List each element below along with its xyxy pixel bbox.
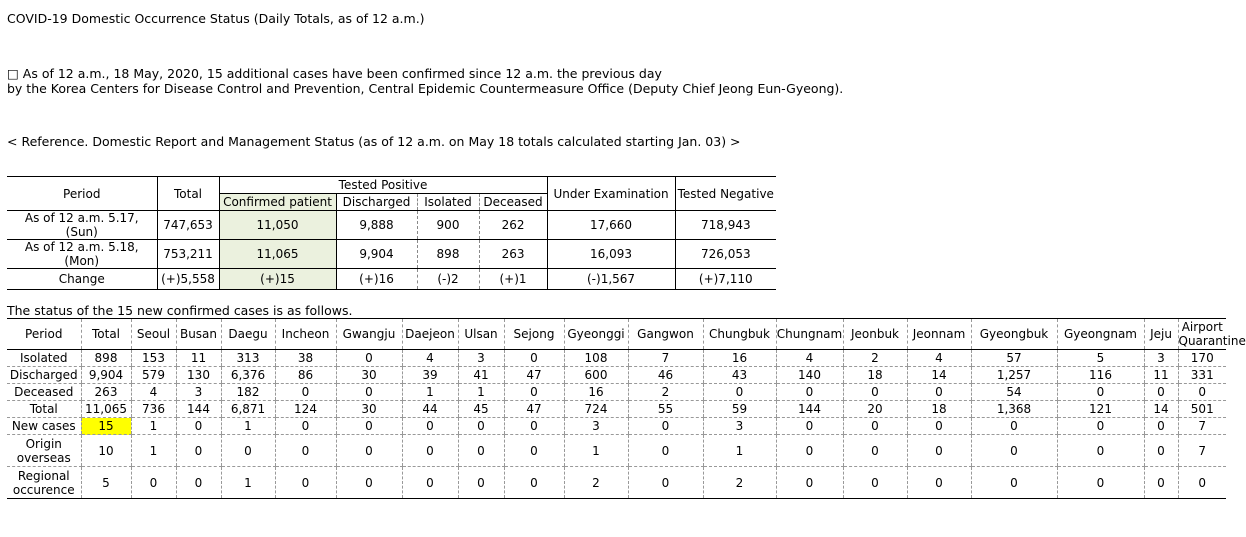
value-cell: 3: [703, 418, 776, 435]
value-cell: 10: [81, 435, 131, 467]
value-cell: 0: [275, 418, 336, 435]
header-incheon: Incheon: [275, 319, 336, 350]
header-chungnam: Chungnam: [776, 319, 843, 350]
value-cell: 47: [504, 401, 564, 418]
value-cell: 724: [564, 401, 628, 418]
value-cell: 4: [776, 350, 843, 367]
value-cell: 144: [776, 401, 843, 418]
value-cell: 20: [843, 401, 907, 418]
period-cell: As of 12 a.m. 5.18, (Mon): [7, 240, 157, 269]
value-cell: 55: [628, 401, 703, 418]
discharged-cell: 9,888: [336, 211, 417, 240]
header-busan: Busan: [176, 319, 221, 350]
value-cell: 0: [176, 467, 221, 499]
header-jeonbuk: Jeonbuk: [843, 319, 907, 350]
value-cell: 263: [81, 384, 131, 401]
value-cell: 124: [275, 401, 336, 418]
header-total: Total: [157, 177, 219, 211]
value-cell: 44: [402, 401, 458, 418]
value-cell: 0: [131, 467, 176, 499]
value-cell: 18: [843, 367, 907, 384]
value-cell: 4: [907, 350, 971, 367]
header-gangwon: Gangwon: [628, 319, 703, 350]
value-cell: 108: [564, 350, 628, 367]
total-cell: 753,211: [157, 240, 219, 269]
value-cell: 0: [1144, 435, 1178, 467]
row-label-line1: Total: [29, 402, 58, 416]
table-row: [7, 401, 1226, 418]
value-cell: 736: [131, 401, 176, 418]
value-cell: 144: [176, 401, 221, 418]
notice-line-2: by the Korea Centers for Disease Control and Prevention, Central Epidemic Countermeasure Office (Deputy Chief Jeong Eun-Gyeong).: [7, 81, 844, 96]
table-row: [7, 384, 1226, 401]
value-cell: 600: [564, 367, 628, 384]
header-daegu: Daegu: [221, 319, 275, 350]
value-cell: 0: [907, 418, 971, 435]
period-cell: As of 12 a.m. 5.17, (Sun): [7, 211, 157, 240]
table-row: [7, 467, 1226, 499]
discharged-cell: 9,904: [336, 240, 417, 269]
value-cell: 0: [703, 384, 776, 401]
table-row: [7, 350, 1226, 367]
value-cell: 11: [176, 350, 221, 367]
table-row: [7, 435, 1226, 467]
value-cell: 14: [1144, 401, 1178, 418]
row-label: [7, 367, 81, 384]
deceased-cell: (+)1: [479, 269, 547, 290]
value-cell: 331: [1178, 367, 1226, 384]
header-daejeon: Daejeon: [402, 319, 458, 350]
table-header-row: [7, 319, 1226, 350]
header-period: Period: [7, 319, 81, 350]
value-cell: 0: [275, 467, 336, 499]
value-cell: 0: [1057, 435, 1144, 467]
value-cell: 0: [971, 467, 1057, 499]
period-cell: Change: [7, 269, 157, 290]
under-exam-cell: 16,093: [547, 240, 675, 269]
value-cell: 1: [458, 384, 504, 401]
value-cell: 5: [1057, 350, 1144, 367]
value-cell: 3: [564, 418, 628, 435]
row-label: [7, 384, 81, 401]
value-cell: 2: [628, 384, 703, 401]
value-cell: 30: [336, 367, 402, 384]
value-cell: 0: [843, 384, 907, 401]
total-cell: (+)5,558: [157, 269, 219, 290]
header-jeonnam: Jeonnam: [907, 319, 971, 350]
table-row: [7, 240, 776, 269]
value-cell: 0: [1057, 384, 1144, 401]
value-cell: 46: [628, 367, 703, 384]
page-title: COVID-19 Domestic Occurrence Status (Daily Totals, as of 12 a.m.): [7, 11, 425, 26]
row-label-line1: Deceased: [14, 385, 74, 399]
value-cell: 86: [275, 367, 336, 384]
value-cell: 0: [1144, 467, 1178, 499]
value-cell: 6,376: [221, 367, 275, 384]
value-cell: 0: [336, 418, 402, 435]
value-cell: 1: [402, 384, 458, 401]
new-cases-subtitle: The status of the 15 new confirmed cases is as follows.: [7, 303, 353, 318]
value-cell: 313: [221, 350, 275, 367]
value-cell: 0: [628, 435, 703, 467]
row-label-line1: New cases: [11, 419, 76, 433]
value-cell: 4: [131, 384, 176, 401]
value-cell: 0: [907, 467, 971, 499]
header-gyeongnam: Gyeongnam: [1057, 319, 1144, 350]
value-cell: 0: [402, 467, 458, 499]
value-cell: 0: [776, 384, 843, 401]
value-cell: 0: [458, 418, 504, 435]
under-exam-cell: (-)1,567: [547, 269, 675, 290]
value-cell: 1,368: [971, 401, 1057, 418]
value-cell: 1,257: [971, 367, 1057, 384]
header-ulsan: Ulsan: [458, 319, 504, 350]
table-row: [7, 211, 776, 240]
row-label-line2: occurence: [12, 482, 75, 497]
regional-breakdown-table: [7, 318, 1246, 499]
value-cell: 45: [458, 401, 504, 418]
header-chungbuk: Chungbuk: [703, 319, 776, 350]
value-cell: 0: [776, 467, 843, 499]
row-label: [7, 350, 81, 367]
value-cell: 7: [1178, 418, 1226, 435]
value-cell: 1: [221, 418, 275, 435]
header-period: Period: [7, 177, 157, 211]
value-cell: 0: [402, 418, 458, 435]
domestic-status-table: [7, 176, 776, 290]
value-cell: 898: [81, 350, 131, 367]
value-cell: 2: [564, 467, 628, 499]
header-tested-negative: Tested Negative: [675, 177, 776, 211]
value-cell: 3: [1144, 350, 1178, 367]
value-cell: 0: [504, 350, 564, 367]
notice-line-1: □ As of 12 a.m., 18 May, 2020, 15 additional cases have been confirmed since 12 a.m. the previous day: [7, 66, 662, 81]
value-cell: 0: [221, 435, 275, 467]
value-cell: 39: [402, 367, 458, 384]
header-jeju: Jeju: [1144, 319, 1178, 350]
new-cases-total-cell: 15: [81, 418, 131, 435]
value-cell: 0: [275, 435, 336, 467]
row-label: [7, 418, 81, 435]
value-cell: 121: [1057, 401, 1144, 418]
under-exam-cell: 17,660: [547, 211, 675, 240]
value-cell: 116: [1057, 367, 1144, 384]
value-cell: 3: [176, 384, 221, 401]
header-tested-positive: Tested Positive: [219, 177, 547, 194]
value-cell: 0: [504, 418, 564, 435]
value-cell: 11: [1144, 367, 1178, 384]
value-cell: 0: [176, 418, 221, 435]
value-cell: 5: [81, 467, 131, 499]
value-cell: 153: [131, 350, 176, 367]
value-cell: 0: [336, 467, 402, 499]
isolated-cell: 900: [417, 211, 479, 240]
header-confirmed: Confirmed patient: [219, 194, 336, 211]
header-under-examination: Under Examination: [547, 177, 675, 211]
value-cell: 14: [907, 367, 971, 384]
row-label-line1: Origin: [25, 436, 62, 451]
value-cell: 0: [843, 435, 907, 467]
value-cell: 0: [336, 435, 402, 467]
value-cell: 0: [458, 435, 504, 467]
value-cell: 30: [336, 401, 402, 418]
value-cell: 0: [971, 435, 1057, 467]
value-cell: 0: [176, 435, 221, 467]
value-cell: 0: [776, 418, 843, 435]
row-label: [7, 435, 81, 467]
header-seoul: Seoul: [131, 319, 176, 350]
value-cell: 11,065: [81, 401, 131, 418]
value-cell: 140: [776, 367, 843, 384]
table-row: [7, 367, 1226, 384]
isolated-cell: (-)2: [417, 269, 479, 290]
header-gyeongbuk: Gyeongbuk: [971, 319, 1057, 350]
value-cell: 0: [776, 435, 843, 467]
row-label-line1: Regional: [17, 468, 70, 483]
header-airport-line1: Airport: [1181, 320, 1223, 334]
value-cell: 1: [131, 418, 176, 435]
value-cell: 0: [336, 384, 402, 401]
value-cell: 0: [628, 418, 703, 435]
value-cell: 1: [564, 435, 628, 467]
value-cell: 2: [703, 467, 776, 499]
negative-cell: 718,943: [675, 211, 776, 240]
value-cell: 1: [221, 467, 275, 499]
header-deceased: Deceased: [479, 194, 547, 211]
value-cell: 7: [1178, 435, 1226, 467]
value-cell: 579: [131, 367, 176, 384]
discharged-cell: (+)16: [336, 269, 417, 290]
value-cell: 59: [703, 401, 776, 418]
row-label: [7, 401, 81, 418]
value-cell: 0: [402, 435, 458, 467]
row-label-line2: overseas: [16, 450, 71, 465]
total-cell: 747,653: [157, 211, 219, 240]
value-cell: 0: [843, 418, 907, 435]
value-cell: 1: [131, 435, 176, 467]
header-airport-line2: Quarantine: [1178, 334, 1246, 348]
value-cell: 0: [1178, 467, 1226, 499]
value-cell: 501: [1178, 401, 1226, 418]
value-cell: 16: [703, 350, 776, 367]
header-isolated: Isolated: [417, 194, 479, 211]
value-cell: 38: [275, 350, 336, 367]
value-cell: 130: [176, 367, 221, 384]
confirmed-cell: 11,065: [219, 240, 336, 269]
value-cell: 1: [703, 435, 776, 467]
value-cell: 3: [458, 350, 504, 367]
value-cell: 18: [907, 401, 971, 418]
value-cell: 41: [458, 367, 504, 384]
value-cell: 0: [843, 467, 907, 499]
table-row-change: [7, 269, 776, 290]
negative-cell: 726,053: [675, 240, 776, 269]
header-total: Total: [81, 319, 131, 350]
value-cell: 7: [628, 350, 703, 367]
value-cell: 182: [221, 384, 275, 401]
table-row: [7, 418, 1226, 435]
value-cell: 0: [628, 467, 703, 499]
value-cell: 0: [907, 435, 971, 467]
value-cell: 57: [971, 350, 1057, 367]
value-cell: 47: [504, 367, 564, 384]
deceased-cell: 262: [479, 211, 547, 240]
header-gyeonggi: Gyeonggi: [564, 319, 628, 350]
header-airport-quarantine: [1178, 319, 1246, 350]
negative-cell: (+)7,110: [675, 269, 776, 290]
value-cell: 0: [1057, 467, 1144, 499]
value-cell: 4: [402, 350, 458, 367]
isolated-cell: 898: [417, 240, 479, 269]
header-discharged: Discharged: [336, 194, 417, 211]
value-cell: 0: [504, 384, 564, 401]
value-cell: 16: [564, 384, 628, 401]
deceased-cell: 263: [479, 240, 547, 269]
value-cell: 54: [971, 384, 1057, 401]
value-cell: 9,904: [81, 367, 131, 384]
value-cell: 43: [703, 367, 776, 384]
value-cell: 2: [843, 350, 907, 367]
value-cell: 0: [971, 418, 1057, 435]
row-label: [7, 467, 81, 499]
value-cell: 0: [1144, 418, 1178, 435]
value-cell: 0: [1057, 418, 1144, 435]
value-cell: 0: [1144, 384, 1178, 401]
value-cell: 0: [907, 384, 971, 401]
value-cell: 0: [336, 350, 402, 367]
value-cell: 0: [458, 467, 504, 499]
value-cell: 0: [1178, 384, 1226, 401]
value-cell: 0: [504, 467, 564, 499]
value-cell: 0: [275, 384, 336, 401]
value-cell: 6,871: [221, 401, 275, 418]
confirmed-cell: 11,050: [219, 211, 336, 240]
row-label-line1: Isolated: [19, 351, 68, 365]
value-cell: 170: [1178, 350, 1226, 367]
header-sejong: Sejong: [504, 319, 564, 350]
row-label-line1: Discharged: [9, 368, 78, 382]
confirmed-cell: (+)15: [219, 269, 336, 290]
reference-heading: < Reference. Domestic Report and Management Status (as of 12 a.m. on May 18 totals calculated starting Jan. 03) >: [7, 134, 741, 149]
header-gwangju: Gwangju: [336, 319, 402, 350]
value-cell: 0: [504, 435, 564, 467]
